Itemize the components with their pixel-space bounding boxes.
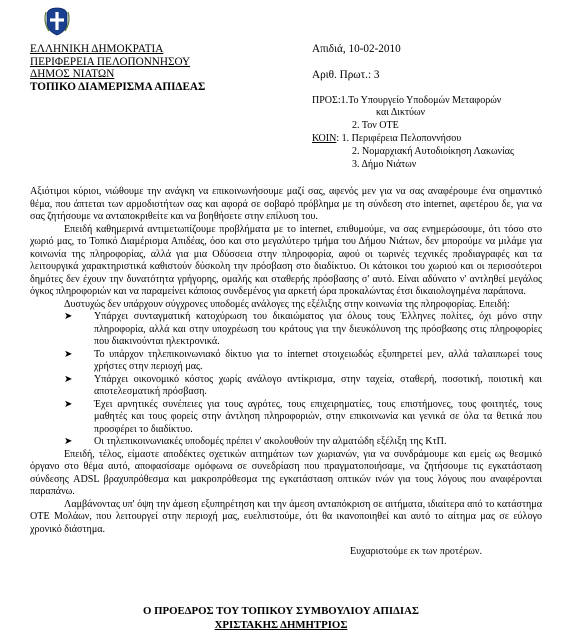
bullet-item [30,311,542,349]
bullet-item [30,349,542,374]
recipient-to-1: ΠΡΟΣ:1.Το Υπουργείο Υποδομών Μεταφορών [312,95,502,106]
signature-name: ΧΡΙΣΤΑΚΗΣ ΔΗΜΗΤΡΙΟΣ [214,619,348,631]
arrow-bullet-icon: ➤ [64,373,73,385]
paragraph-2: Επειδή καθημερινά αντιμετωπίζουμε προβλήματα με το internet, επιθυμούμε, να σας ενημερώσουμε, ότι τόσο στο χωριό μας, το Τοπικό Διαμέρισμα Απιδέας, όσο και στο μεγαλύτερο τμήμα του Δήμου Νιάτων, δεν μπορούμε να μιλάμε για κοινωνία της πληροφορίας, αλλά για μια Οδύσσεια στην πληροφορία, αφού οι τωρινές τεχνικές προδιαγραφές και τα λειτουργικά χαρακτηριστικά καθιστούν δύσκολη την πρόσβαση στο διαδίκτυο. Οι κάτοικοι του χωριού και οι περισσότεροι δημότες δεν έχουν την δυνατότητα γρήγορης, ομαλής και σταθερής πρόσβασης σ' αυτό. Είναι αδύνατο ν' αντληθεί μεγάλος όγκος πληροφοριών και να παραμείνει κάποιος συνδεμένος για αρκετή ώρα προκαλώντας έτσι δικαιολογημένα παράπονα. [30,223,542,297]
arrow-bullet-icon: ➤ [64,348,73,360]
closing-thanks: Ευχαριστούμε εκ των προτέρων. [349,546,482,557]
bullet-item [30,436,542,449]
bullet-item [30,374,542,399]
arrow-bullet-icon: ➤ [64,436,73,447]
arrow-bullet-icon: ➤ [64,398,73,410]
bullet-text-3: Υπάρχει οικονομικό κόστος χωρίς ανάλογο αντίκρισμα, στην ταχεία, σταθερή, ποσοτική, ποιοτική και αποτελεσματική πρόσβαση. [94,373,542,397]
greek-emblem-icon [44,6,70,36]
signature-title: Ο ΠΡΟΕΔΡΟΣ ΤΟΥ ΤΟΠΙΚΟΥ ΣΥΜΒΟΥΛΙΟΥ ΑΠΙΔΙΑΣ [143,605,419,617]
bullet-text-5: Οι τηλεπικοινωνιακές υποδομές πρέπει ν' ακολουθούν την αλματώδη εξέλιξη της ΚτΠ. [94,436,447,447]
recipient-cc-2: 2. Νομαρχιακή Αυτοδιοίκηση Λακωνίας [352,146,514,157]
bullet-text-2: Το υπάρχον τηλεπικοινωνιακό δίκτυο για το internet στοιχειωδώς εξυπηρετεί μεν, αλλά ταλαιπωρεί τους χρήστες στην περιοχή μας. [94,348,542,372]
protocol-number: Αριθ. Πρωτ.: 3 [312,69,380,81]
recipient-cc-1: ΚΟΙΝ: 1. Περιφέρεια Πελοποννήσου [312,133,462,144]
letter-body [30,186,542,559]
paragraph-3: Δυστυχώς δεν υπάρχουν σύγχρονες υποδομές ανάλογες της εξέλιξης στην κοινωνία της πληροφορίας. Επειδή: [64,298,510,310]
paragraph-5: Λαμβάνοντας υπ' όψη την άμεση εξυπηρέτηση και την άμεση ανταπόκριση σε αιτήματα, ιδιαίτερα από το κατάστημα ΟΤΕ Μολάων, που λειτουργεί στην περιοχή μας, ευελπιστούμε, ότι θα ικανοποιηθεί και αυτό το αίτημα μας σε εύλογο χρονικό διάστημα. [30,498,542,535]
bullet-item [30,399,542,437]
arrow-bullet-icon: ➤ [64,311,73,322]
header-district: ΤΟΠΙΚΟ ΔΙΑΜΕΡΙΣΜΑ ΑΠΙΔΕΑΣ [30,80,206,93]
recipient-cc-3: 3. Δήμο Νιάτων [352,159,417,170]
recipient-to-1-cont: και Δικτύων [376,107,426,118]
header-municipality: ΔΗΜΟΣ ΝΙΑΤΩΝ [30,68,115,81]
header-country: ΕΛΛΗΝΙΚΗ ΔΗΜΟΚΡΑΤΙΑ [30,43,164,55]
place-date: Απιδιά, 10-02-2010 [312,43,401,55]
issuer-block [30,43,205,93]
bullet-text-1: Υπάρχει συνταγματική κατοχύρωση του δικαιώματος για όλους τους Έλληνες πολίτες, όχι μόνο στην πληροφορία, αλλά και στην υποχρέωση του κράτους για την διευκόλυνση της πρόσβασης στις πληροφορίες που διακινούνται ηλεκτρονικά. [94,311,542,347]
paragraph-4: Επειδή, τέλος, είμαστε αποδέκτες σχετικών αιτημάτων των χωριανών, για να συνδράμουμε και εμείς ως θεσμικό όργανο στο θέμα αυτό, αποφασίσαμε ομόφωνα σε συνεδρίαση που πραγματοποιήσαμε, να ζητήσουμε τις εγκατάσταση σύνδεσης ADSL βραχυπρόθεσμα και μακροπρόθεσμα της εγκατάσταση οπτικών ινών για τους λόγους που αναφέρονται παραπάνω. [30,448,542,497]
header-region: ΠΕΡΙΦΕΡΕΙΑ ΠΕΛΟΠΟΝΝΗΣΟΥ [30,55,191,68]
bullet-text-4: Έχει αρνητικές συνέπειες για τους αγρότες, τους επιχειρηματίες, τους επιστήμονες, τους φοιτητές, τους μαθητές και τους φορείς στην άντληση πληροφοριών, στην επικοινωνία και γενικά σε όλα τα θετικά που προσφέρει το διαδίκτυο. [94,398,542,435]
paragraph-1: Αξιότιμοι κύριοι, νιώθουμε την ανάγκη να επικοινωνήσουμε μαζί σας, αφενός μεν για να σας αναφέρουμε ένα σημαντικό θέμα, που άπτεται των αρμοδιοτήτων σας και αφορά σε σοβαρό πρόβλημα με τη σύνδεση στο internet, αφετέρου δε, για να σας ζητήσουμε να ανταποκριθείτε και να βοηθήσετε στην επίλυση του. [30,186,542,222]
recipient-to-2: 2. Τον ΟΤΕ [352,120,399,131]
